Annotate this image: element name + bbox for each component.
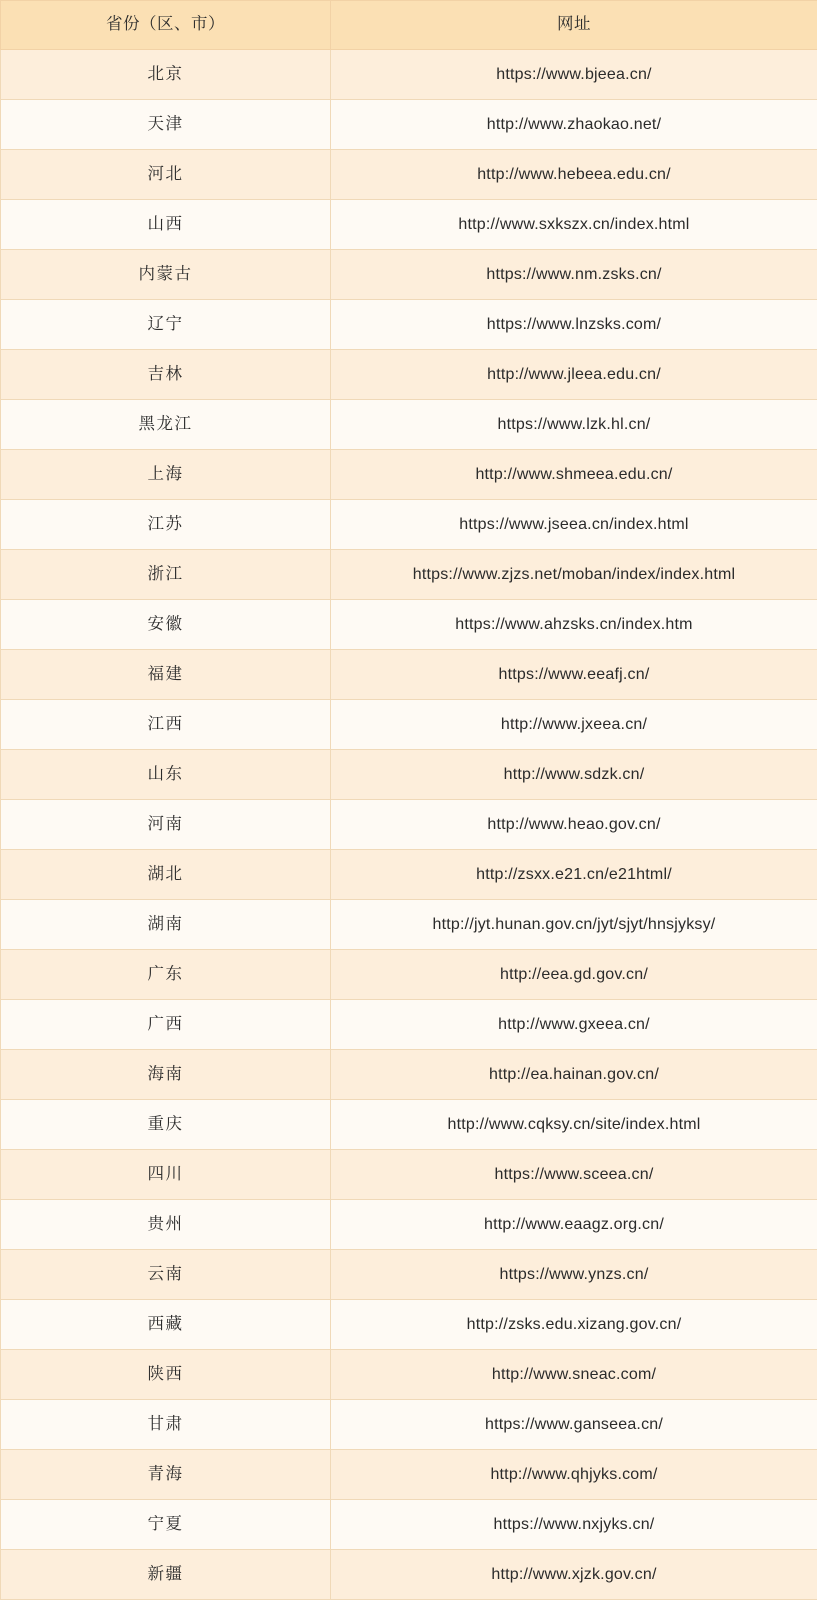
cell-url[interactable]: https://www.sceea.cn/ [331, 1150, 817, 1200]
cell-province: 甘肃 [1, 1400, 331, 1450]
cell-province: 天津 [1, 100, 331, 150]
column-header-url: 网址 [331, 1, 817, 50]
table-row [1, 400, 817, 450]
cell-url[interactable]: http://www.gxeea.cn/ [331, 1000, 817, 1050]
cell-url[interactable]: http://www.cqksy.cn/site/index.html [331, 1100, 817, 1150]
table-row [1, 1250, 817, 1300]
table-row [1, 1550, 817, 1600]
cell-url[interactable]: http://www.hebeea.edu.cn/ [331, 150, 817, 200]
table-row [1, 1200, 817, 1250]
table-row [1, 300, 817, 350]
cell-province: 西藏 [1, 1300, 331, 1350]
cell-province: 广东 [1, 950, 331, 1000]
cell-url[interactable]: https://www.nm.zsks.cn/ [331, 250, 817, 300]
cell-province: 广西 [1, 1000, 331, 1050]
cell-url[interactable]: http://zsks.edu.xizang.gov.cn/ [331, 1300, 817, 1350]
table-row [1, 150, 817, 200]
cell-province: 河南 [1, 800, 331, 850]
cell-province: 四川 [1, 1150, 331, 1200]
cell-province: 青海 [1, 1450, 331, 1500]
cell-province: 吉林 [1, 350, 331, 400]
table-row [1, 200, 817, 250]
cell-province: 山西 [1, 200, 331, 250]
cell-url[interactable]: https://www.ganseea.cn/ [331, 1400, 817, 1450]
cell-url[interactable]: http://www.qhjyks.com/ [331, 1450, 817, 1500]
cell-url[interactable]: https://www.ynzs.cn/ [331, 1250, 817, 1300]
table-row [1, 1100, 817, 1150]
cell-province: 海南 [1, 1050, 331, 1100]
cell-url[interactable]: http://www.eaagz.org.cn/ [331, 1200, 817, 1250]
cell-url[interactable]: http://jyt.hunan.gov.cn/jyt/sjyt/hnsjyksy/ [331, 900, 817, 950]
cell-url[interactable]: http://www.jxeea.cn/ [331, 700, 817, 750]
table-row [1, 1300, 817, 1350]
cell-url[interactable]: http://www.jleea.edu.cn/ [331, 350, 817, 400]
cell-province: 山东 [1, 750, 331, 800]
cell-province: 辽宁 [1, 300, 331, 350]
table-row [1, 1500, 817, 1550]
cell-url[interactable]: http://www.sdzk.cn/ [331, 750, 817, 800]
cell-url[interactable]: http://zsxx.e21.cn/e21html/ [331, 850, 817, 900]
table-header-row [1, 1, 817, 50]
cell-url[interactable]: https://www.zjzs.net/moban/index/index.html [331, 550, 817, 600]
table-row [1, 100, 817, 150]
cell-province: 北京 [1, 50, 331, 100]
table-header [1, 1, 817, 50]
cell-url[interactable]: http://www.xjzk.gov.cn/ [331, 1550, 817, 1600]
cell-province: 云南 [1, 1250, 331, 1300]
cell-province: 陕西 [1, 1350, 331, 1400]
table-row [1, 850, 817, 900]
table-row [1, 1000, 817, 1050]
cell-url[interactable]: http://eea.gd.gov.cn/ [331, 950, 817, 1000]
table-row [1, 750, 817, 800]
table-row [1, 1400, 817, 1450]
table-row [1, 700, 817, 750]
table-row [1, 1350, 817, 1400]
table-row [1, 950, 817, 1000]
cell-province: 浙江 [1, 550, 331, 600]
cell-province: 湖南 [1, 900, 331, 950]
cell-province: 宁夏 [1, 1500, 331, 1550]
cell-province: 河北 [1, 150, 331, 200]
cell-url[interactable]: https://www.lnzsks.com/ [331, 300, 817, 350]
table-row [1, 550, 817, 600]
table-row [1, 650, 817, 700]
cell-province: 内蒙古 [1, 250, 331, 300]
table-row [1, 900, 817, 950]
table-row [1, 250, 817, 300]
cell-province: 新疆 [1, 1550, 331, 1600]
table-row [1, 350, 817, 400]
cell-url[interactable]: http://www.shmeea.edu.cn/ [331, 450, 817, 500]
cell-province: 江苏 [1, 500, 331, 550]
cell-url[interactable]: http://ea.hainan.gov.cn/ [331, 1050, 817, 1100]
cell-province: 江西 [1, 700, 331, 750]
table-row [1, 600, 817, 650]
cell-province: 福建 [1, 650, 331, 700]
cell-province: 重庆 [1, 1100, 331, 1150]
table-row [1, 800, 817, 850]
table-row [1, 500, 817, 550]
cell-province: 安徽 [1, 600, 331, 650]
cell-url[interactable]: https://www.nxjyks.cn/ [331, 1500, 817, 1550]
table-body [1, 50, 817, 1600]
cell-province: 贵州 [1, 1200, 331, 1250]
cell-url[interactable]: https://www.jseea.cn/index.html [331, 500, 817, 550]
cell-province: 上海 [1, 450, 331, 500]
cell-url[interactable]: https://www.eeafj.cn/ [331, 650, 817, 700]
table-row [1, 450, 817, 500]
cell-url[interactable]: http://www.sxkszx.cn/index.html [331, 200, 817, 250]
table-row [1, 1450, 817, 1500]
cell-province: 湖北 [1, 850, 331, 900]
table-row [1, 1050, 817, 1100]
cell-url[interactable]: http://www.heao.gov.cn/ [331, 800, 817, 850]
cell-url[interactable]: http://www.sneac.com/ [331, 1350, 817, 1400]
column-header-province: 省份（区、市） [1, 1, 331, 50]
cell-url[interactable]: https://www.ahzsks.cn/index.htm [331, 600, 817, 650]
cell-url[interactable]: https://www.bjeea.cn/ [331, 50, 817, 100]
table-row [1, 1150, 817, 1200]
cell-url[interactable]: https://www.lzk.hl.cn/ [331, 400, 817, 450]
cell-province: 黑龙江 [1, 400, 331, 450]
table-row [1, 50, 817, 100]
cell-url[interactable]: http://www.zhaokao.net/ [331, 100, 817, 150]
